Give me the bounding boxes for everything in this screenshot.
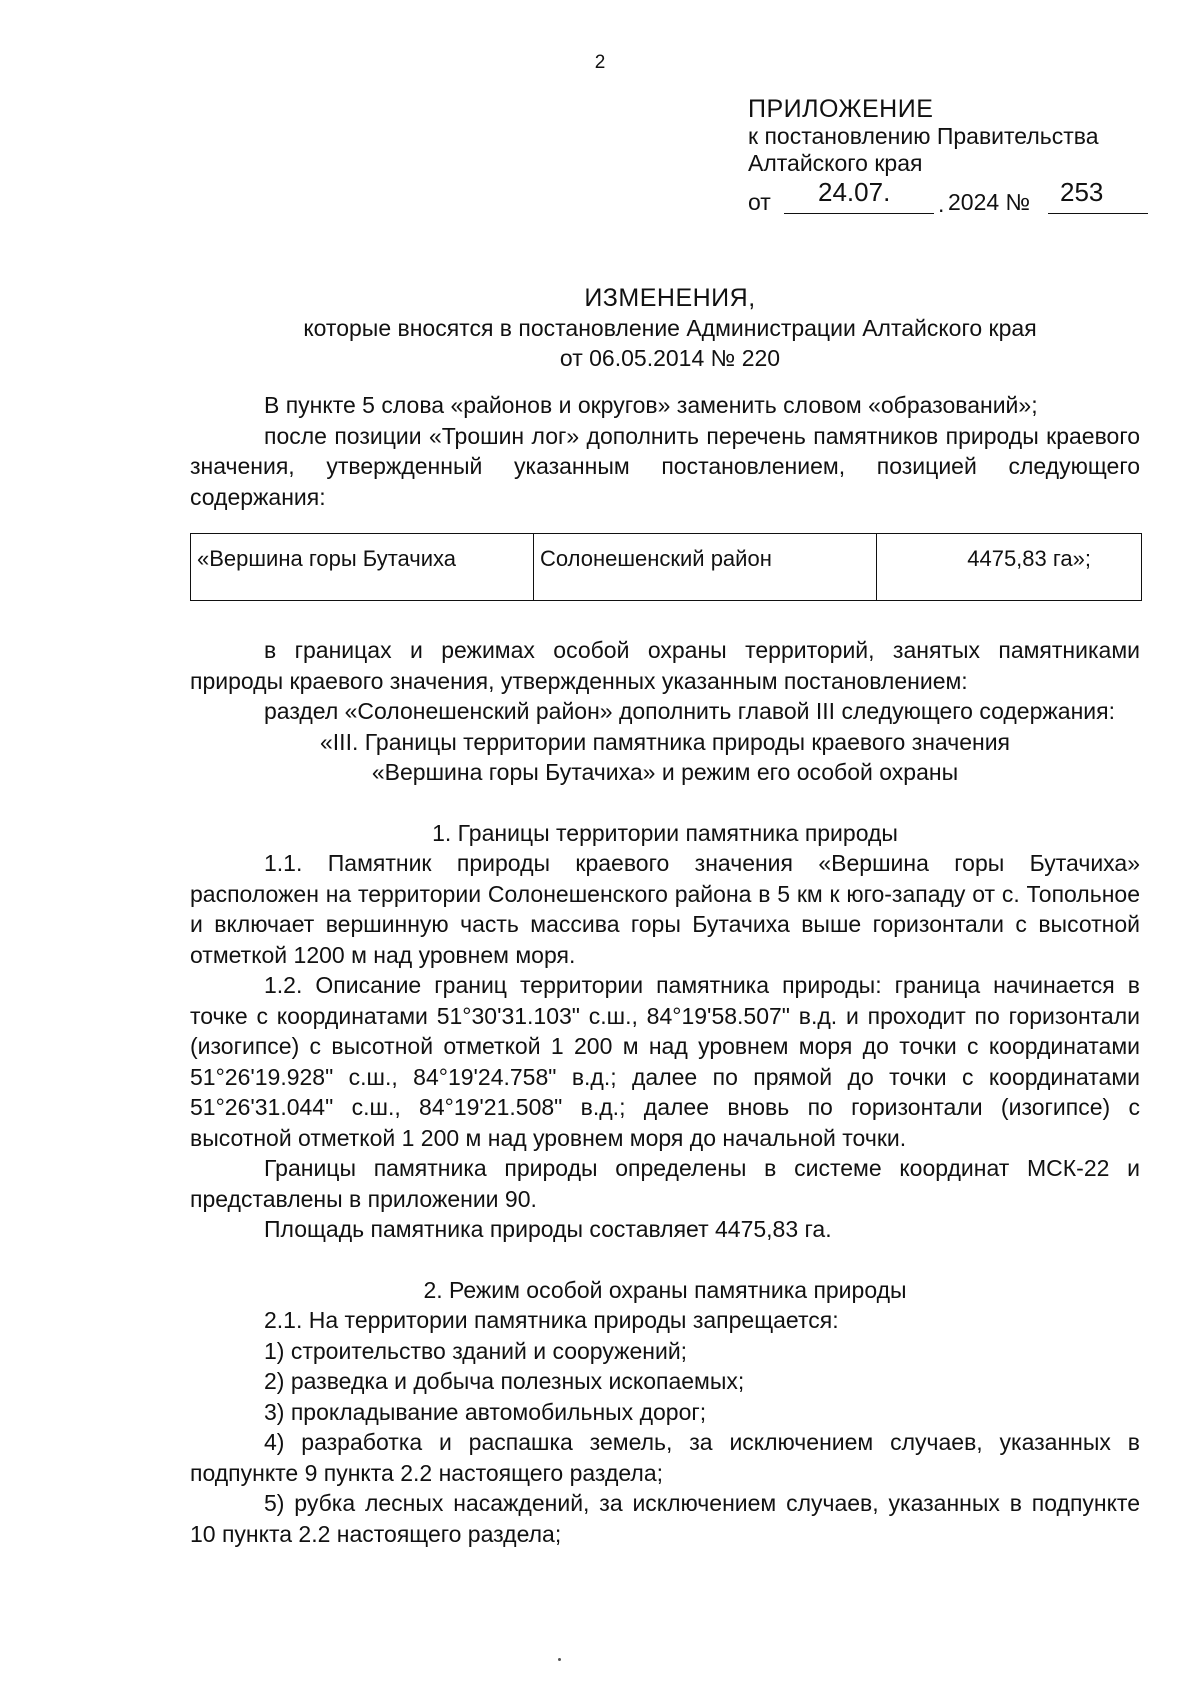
date-dot: . <box>938 191 945 217</box>
appendix-block <box>748 95 1148 217</box>
paragraph: раздел «Солонешенский район» дополнить главой III следующего содержания: <box>264 698 1115 724</box>
paragraph: после позиции «Трошин лог» дополнить перечень памятников природы краевого значения, утвержденный указанным постановлением, позицией следующего содержания: <box>190 422 1140 510</box>
paragraph: Площадь памятника природы составляет 4475,83 га. <box>264 1216 832 1242</box>
page-number: 2 <box>594 52 606 73</box>
table-cell-name: «Вершина горы Бутачиха <box>191 534 534 601</box>
section-1-heading: 1. Границы территории памятника природы <box>432 819 898 846</box>
year-and-number-label: 2024 № <box>948 189 1031 215</box>
nature-monument-table <box>190 533 1142 601</box>
number-field <box>1048 179 1148 214</box>
table-cell-area: 4475,83 га»; <box>877 534 1142 601</box>
date-field <box>784 179 934 214</box>
document-title-block <box>190 283 1150 373</box>
paragraph: 1.1. Памятник природы краевого значения «Вершина горы Бутачиха» расположен на территории Солонешенского района в 5 км к юго-западу от с. Топольное и включает вершинную часть массива горы Бутачиха выше горизонтали с высотной отметкой 1200 м над уровнем моря. <box>190 850 1140 968</box>
list-item: 3) прокладывание автомобильных дорог; <box>264 1398 707 1425</box>
date-value: 24.07. <box>818 177 891 207</box>
table-cell-district: Солонешенский район <box>534 534 877 601</box>
chapter-heading-line-1: «III. Границы территории памятника природы краевого значения <box>320 728 1010 755</box>
paragraph: В пункте 5 слова «районов и округов» заменить словом «образований»; <box>264 392 1038 418</box>
paragraph: 1.2. Описание границ территории памятника природы: граница начинается в точке с координатами 51°30'31.103" с.ш., 84°19'58.507" в.д. и проходит по горизонтали (изогипсе) с высотной отметкой 1 200 м над уровнем моря до точки с координатами 51°26'19.928" с.ш., 84°19'24.758" в.д.; далее по прямой до точки с координатами 51°26'31.044" с.ш., 84°19'21.508" в.д.; далее вновь по горизонтали (изогипсе) с высотной отметкой 1 200 м над уровнем моря до начальной точки. <box>190 972 1140 1151</box>
list-item: 1) строительство зданий и сооружений; <box>264 1337 688 1364</box>
document-subtitle-line-1: которые вносятся в постановление Администрации Алтайского края <box>303 315 1037 341</box>
chapter-heading-line-2: «Вершина горы Бутачиха» и режим его особой охраны <box>371 759 959 785</box>
main-text <box>190 635 1140 1549</box>
list-item: 4) разработка и распашка земель, за исключением случаев, указанных в подпункте 9 пункта 2.2 настоящего раздела; <box>190 1429 1140 1486</box>
intro-paragraphs <box>190 390 1140 512</box>
paragraph: 2.1. На территории памятника природы запрещается: <box>264 1307 839 1333</box>
list-item: 2) разведка и добыча полезных ископаемых; <box>264 1368 745 1394</box>
appendix-date-line <box>748 177 1148 217</box>
number-value: 253 <box>1060 177 1104 207</box>
document-subtitle-line-2: от 06.05.2014 № 220 <box>559 345 781 371</box>
table-row <box>191 534 1142 601</box>
paragraph: Границы памятника природы определены в системе координат МСК-22 и представлены в приложении 90. <box>190 1155 1140 1212</box>
paragraph: в границах и режимах особой охраны территорий, занятых памятниками природы краевого значения, утвержденных указанным постановлением: <box>190 637 1140 694</box>
appendix-heading: ПРИЛОЖЕНИЕ <box>748 95 934 123</box>
section-2-heading: 2. Режим особой охраны памятника природы <box>423 1276 907 1303</box>
appendix-line-1: к постановлению Правительства <box>748 123 1099 149</box>
document-title: ИЗМЕНЕНИЯ, <box>584 284 756 312</box>
appendix-line-2: Алтайского края <box>748 150 923 176</box>
date-prefix: от <box>748 189 771 215</box>
list-item: 5) рубка лесных насаждений, за исключением случаев, указанных в подпункте 10 пункта 2.2 настоящего раздела; <box>190 1490 1140 1547</box>
scan-dot-mark <box>558 1658 561 1661</box>
